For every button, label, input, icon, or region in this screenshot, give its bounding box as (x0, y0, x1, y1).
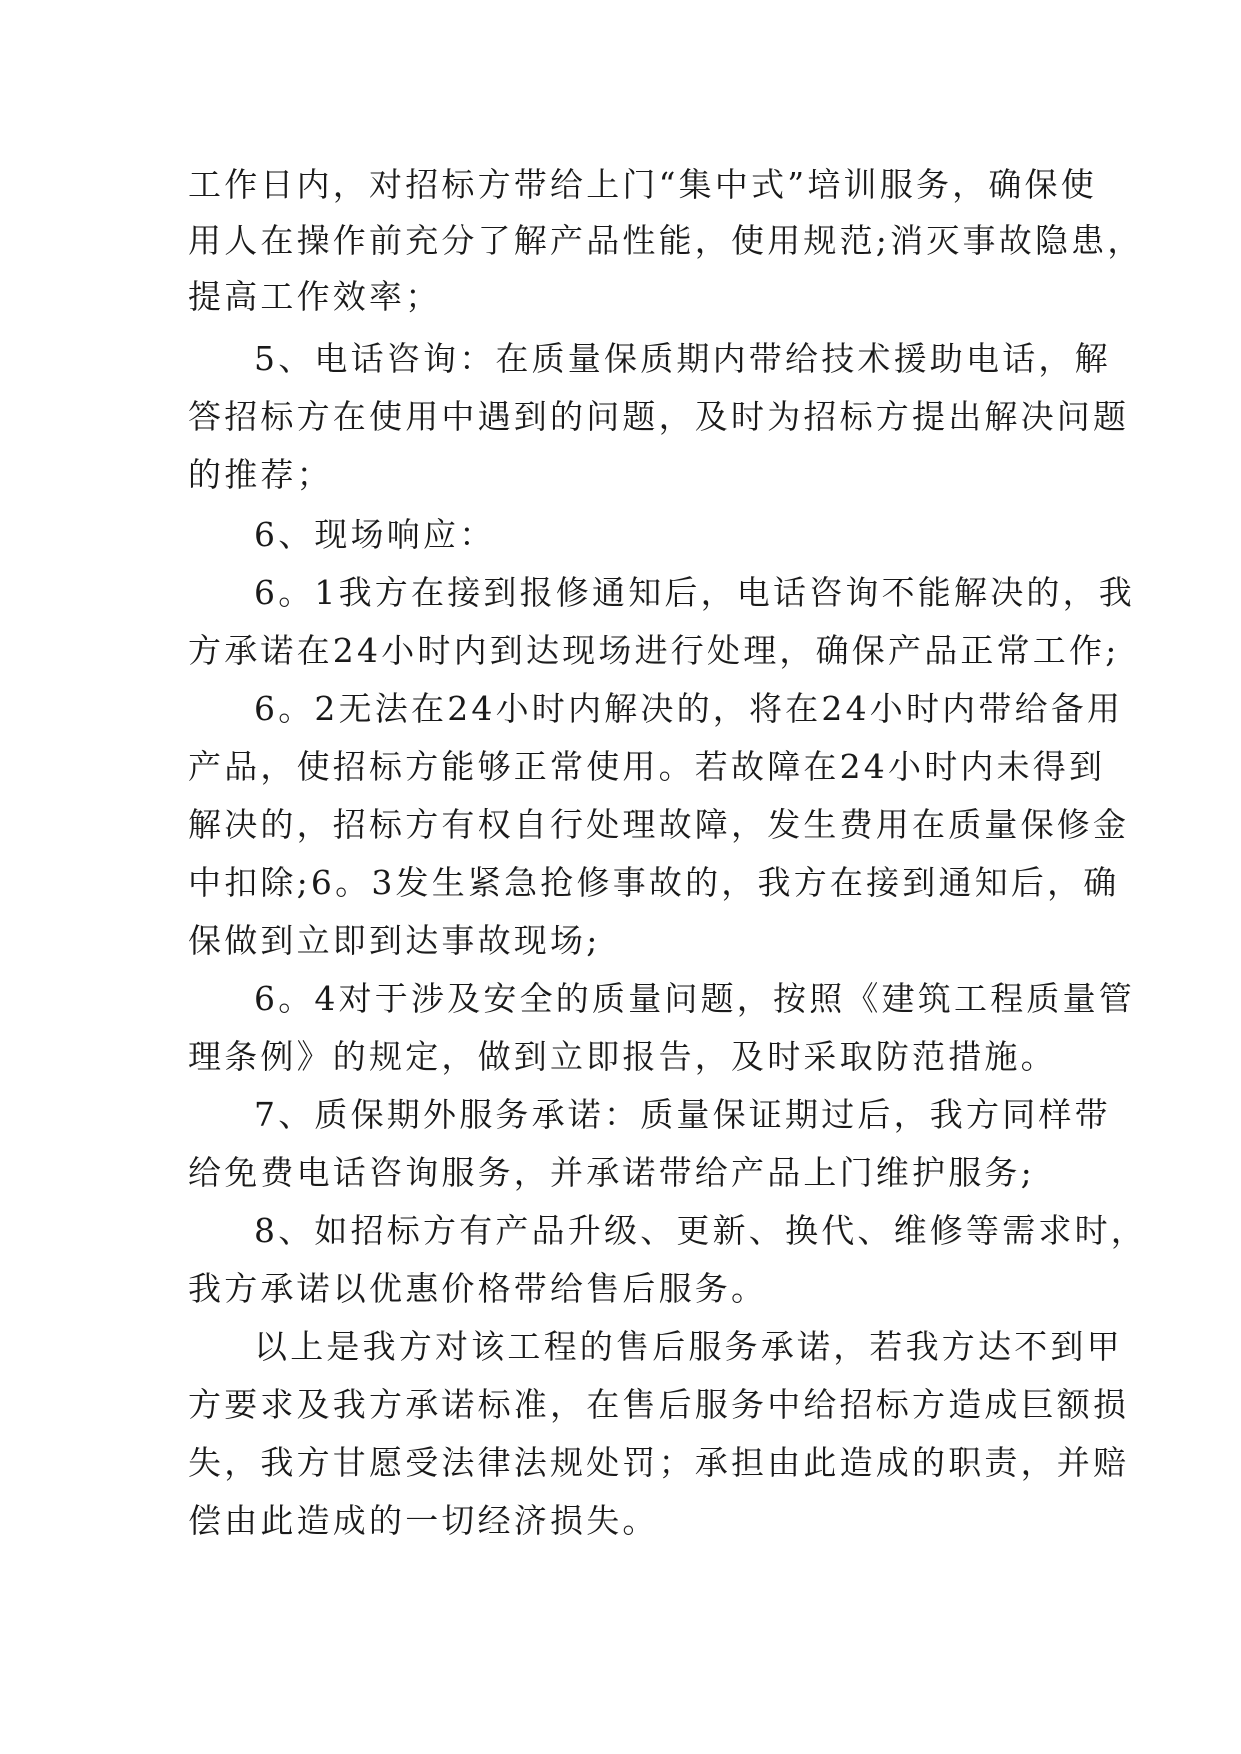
text-line: 给免费电话咨询服务，并承诺带给产品上门维护服务; (188, 1153, 1035, 1192)
text-line: 6。1我方在接到报修通知后，电话咨询不能解决的，我 (254, 573, 1135, 612)
text-line: 中扣除;6。3发生紧急抢修事故的，我方在接到通知后，确 (188, 863, 1120, 902)
text-line: 6、现场响应： (254, 515, 496, 554)
text-line: 解决的，招标方有权自行处理故障，发生费用在质量保修金 (188, 805, 1130, 844)
text-line: 我方承诺以优惠价格带给售后服务。 (188, 1269, 768, 1308)
text-line: 提高工作效率； (188, 277, 442, 316)
text-line: 失，我方甘愿受法律法规处罚；承担由此造成的职责，并赔 (188, 1443, 1130, 1482)
text-line: 的推荐； (188, 455, 333, 494)
text-line: 偿由此造成的一切经济损失。 (188, 1501, 659, 1540)
text-line: 方要求及我方承诺标准，在售后服务中给招标方造成巨额损 (188, 1385, 1130, 1424)
text-line: 工作日内，对招标方带给上门“集中式”培训服务，确保使 (188, 165, 1097, 204)
text-line: 5、电话咨询：在质量保质期内带给技术援助电话，解 (254, 339, 1111, 378)
text-line: 6。4对于涉及安全的质量问题，按照《建筑工程质量管 (254, 979, 1135, 1018)
text-line: 方承诺在24小时内到达现场进行处理，确保产品正常工作; (188, 631, 1120, 670)
text-line: 7、质保期外服务承诺：质量保证期过后，我方同样带 (254, 1095, 1111, 1134)
text-line: 8、如招标方有产品升级、更新、换代、维修等需求时， (254, 1211, 1147, 1250)
text-line: 用人在操作前充分了解产品性能，使用规范;消灭事故隐患， (188, 221, 1144, 260)
text-line: 6。2无法在24小时内解决的，将在24小时内带给备用 (254, 689, 1124, 728)
text-line: 产品，使招标方能够正常使用。若故障在24小时内未得到 (188, 747, 1106, 786)
text-line: 以上是我方对该工程的售后服务承诺，若我方达不到甲 (254, 1327, 1123, 1366)
text-line: 答招标方在使用中遇到的问题，及时为招标方提出解决问题 (188, 397, 1130, 436)
text-line: 理条例》的规定，做到立即报告，及时采取防范措施。 (188, 1037, 1057, 1076)
text-line: 保做到立即到达事故现场; (188, 921, 601, 960)
